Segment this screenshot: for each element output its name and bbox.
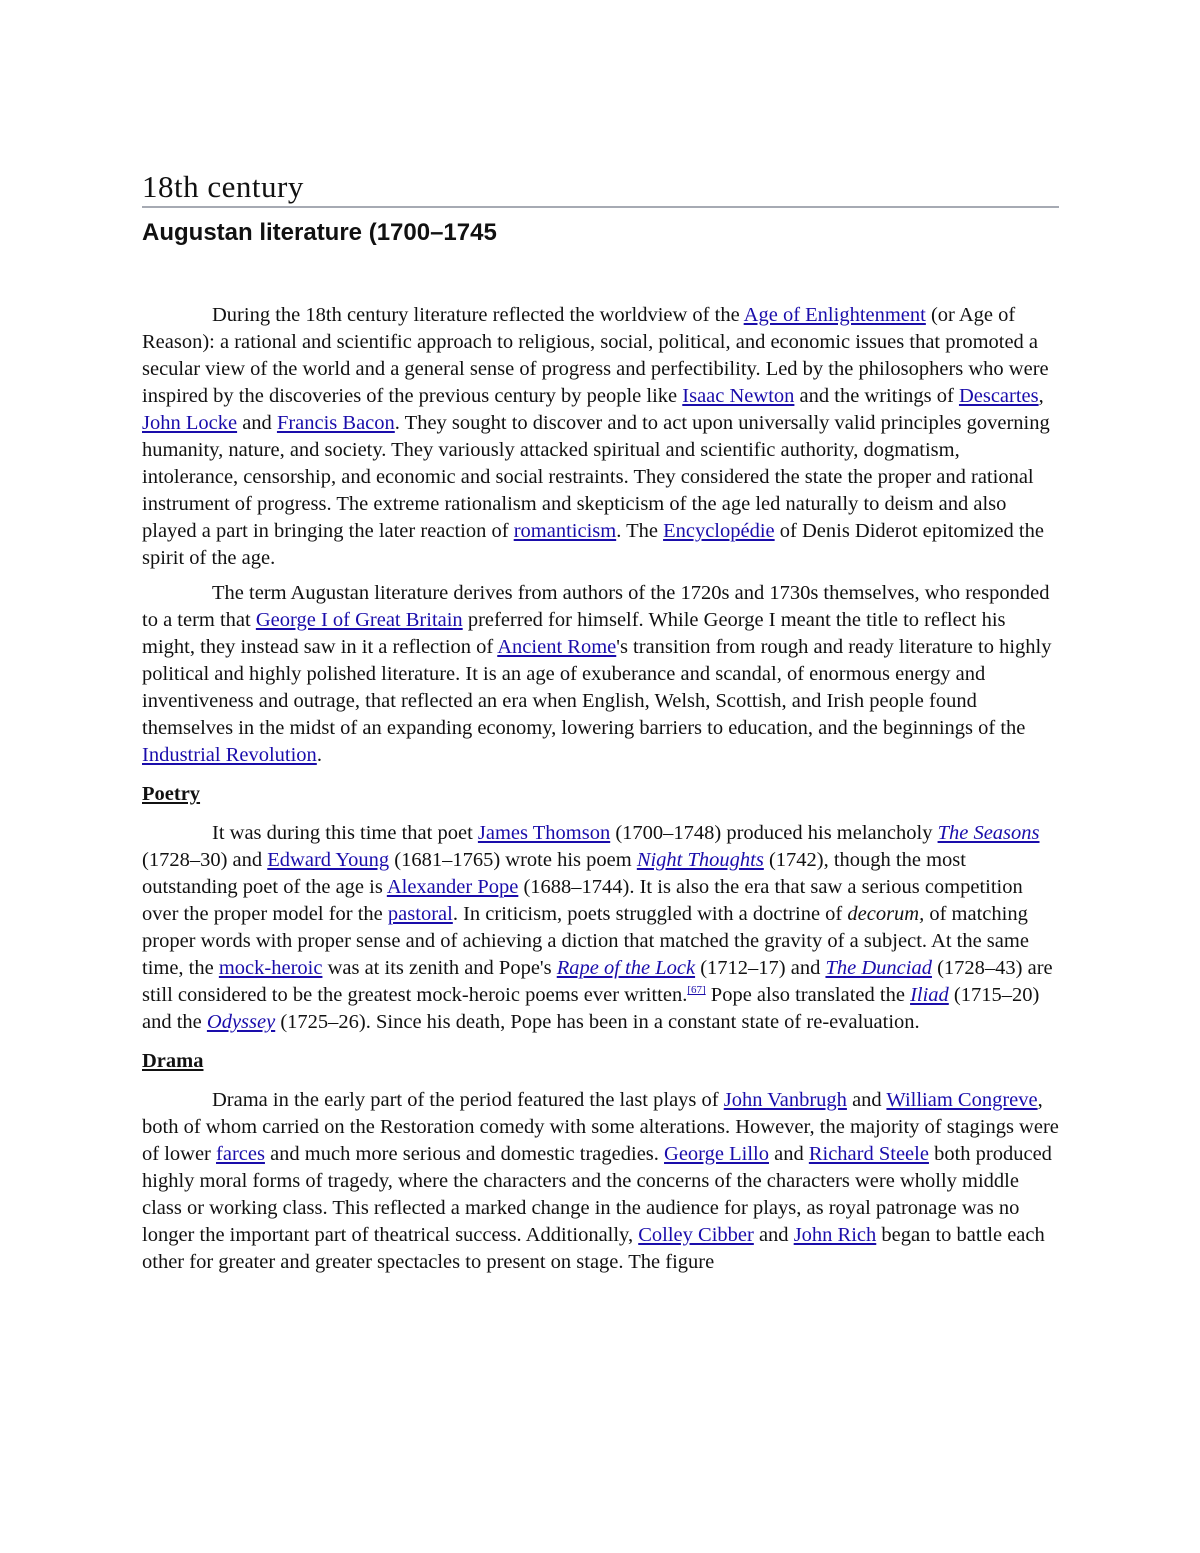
text: . They sought to discover and to act upon universally valid principles governing humanity, nature, and society. They variously attacked spiritual and scientific authority, dogmatism, intolerance, censorship, and economic and social restraints. They considered the state the proper and rational instrument of progress. The extreme rationalism and skepticism of the age led naturally to deism and also played a part in bringing the later reaction of bbox=[142, 412, 1050, 542]
text: (1681–1765) wrote his poem bbox=[389, 849, 637, 871]
paragraph-enlightenment bbox=[142, 302, 1059, 572]
link-james-thomson[interactable]: James Thomson bbox=[477, 822, 611, 844]
text: (1688–1744). It is also the era that saw a serious competition over the proper model for the bbox=[142, 876, 1023, 925]
link-age-of-enlightenment[interactable]: Age of Enlightenment bbox=[743, 304, 926, 326]
text: and bbox=[237, 412, 277, 434]
text: (1712–17) and bbox=[695, 957, 826, 979]
link-john-rich[interactable]: John Rich bbox=[793, 1224, 877, 1246]
text: and much more serious and domestic tragedies. bbox=[264, 1143, 665, 1165]
text: of Denis Diderot epitomized the spirit of the age. bbox=[142, 520, 1044, 569]
text: Drama in the early part of the period featured the last plays of bbox=[212, 1089, 724, 1111]
link-edward-young[interactable]: Edward Young bbox=[267, 849, 390, 871]
link-farces[interactable]: farces bbox=[216, 1143, 265, 1165]
text: Pope also translated the bbox=[705, 984, 911, 1006]
subsection-heading: Augustan literature (1700–1745 bbox=[142, 219, 497, 246]
text: both produced highly moral forms of tragedy, where the characters and the concerns of the characters were wholly middle class or working class. This reflected a marked change in the audience for plays, as royal patronage was no longer the important part of theatrical success. Additionally, bbox=[142, 1143, 1052, 1246]
text: It was during this time that poet bbox=[212, 822, 478, 844]
text: (1728–30) and bbox=[142, 849, 268, 871]
text: (1725–26). Since his death, Pope has been in a constant state of re-evaluation. bbox=[275, 1011, 920, 1033]
text: . The bbox=[616, 520, 664, 542]
link-richard-steele[interactable]: Richard Steele bbox=[808, 1143, 929, 1165]
link-the-dunciad[interactable]: The Dunciad bbox=[825, 957, 932, 979]
paragraph-augustan-term bbox=[142, 580, 1059, 769]
link-iliad[interactable]: Iliad bbox=[910, 984, 949, 1006]
link-descartes[interactable]: Descartes bbox=[958, 385, 1039, 407]
text: (1700–1748) produced his melancholy bbox=[610, 822, 938, 844]
text: (1742), though the most outstanding poet of the age is bbox=[142, 849, 966, 898]
text: and the writings of bbox=[794, 385, 959, 407]
text: (or Age of Reason): a rational and scientific approach to religious, social, political, and economic issues that promoted a secular view of the world and a general sense of progress and perfectibility. Led by the philosophers who were inspired by the discoveries of the previous century by people like bbox=[142, 304, 1049, 407]
text: During the 18th century literature reflected the worldview of the bbox=[212, 304, 744, 326]
link-rape-of-the-lock[interactable]: Rape of the Lock bbox=[556, 957, 696, 979]
heading-rule bbox=[142, 206, 1059, 208]
link-the-seasons[interactable]: The Seasons bbox=[937, 822, 1040, 844]
text: was at its zenith and Pope's bbox=[322, 957, 557, 979]
link-george-lillo[interactable]: George Lillo bbox=[664, 1143, 769, 1165]
link-john-vanbrugh[interactable]: John Vanbrugh bbox=[723, 1089, 847, 1111]
text: and bbox=[768, 1143, 809, 1165]
text: , bbox=[1038, 385, 1044, 407]
text: The term Augustan literature derives from authors of the 1720s and 1730s themselves, who responded to a term that bbox=[142, 582, 1050, 631]
poetry-heading: Poetry bbox=[142, 783, 201, 805]
link-george-i[interactable]: George I of Great Britain bbox=[255, 609, 463, 631]
text: (1728–43) are still considered to be the greatest mock-heroic poems ever written. bbox=[142, 957, 1053, 1006]
text-decorum: decorum, bbox=[847, 903, 925, 925]
link-encyclopedie[interactable]: Encyclopédie bbox=[663, 520, 775, 542]
paragraph-poetry bbox=[142, 820, 1059, 1036]
link-colley-cibber[interactable]: Colley Cibber bbox=[638, 1224, 754, 1246]
text: , both of whom carried on the Restoration comedy with some alterations. However, the majority of stagings were of lower bbox=[142, 1089, 1059, 1165]
document-body bbox=[142, 168, 1059, 1276]
link-francis-bacon[interactable]: Francis Bacon bbox=[276, 412, 395, 434]
link-mock-heroic[interactable]: mock-heroic bbox=[218, 957, 323, 979]
link-ancient-rome[interactable]: Ancient Rome bbox=[497, 636, 617, 658]
paragraph-drama bbox=[142, 1087, 1059, 1276]
text: . In criticism, poets struggled with a doctrine of bbox=[452, 903, 848, 925]
text: and bbox=[846, 1089, 887, 1111]
link-odyssey[interactable]: Odyssey bbox=[206, 1011, 276, 1033]
text: and bbox=[753, 1224, 794, 1246]
link-william-congreve[interactable]: William Congreve bbox=[886, 1089, 1038, 1111]
link-alexander-pope[interactable]: Alexander Pope bbox=[386, 876, 519, 898]
link-night-thoughts[interactable]: Night Thoughts bbox=[636, 849, 764, 871]
text: . bbox=[316, 744, 322, 766]
reference-67[interactable]: [67] bbox=[687, 984, 706, 997]
link-romanticism[interactable]: romanticism bbox=[513, 520, 617, 542]
text: preferred for himself. While George I meant the title to reflect his might, they instead saw in it a reflection of bbox=[142, 609, 1006, 658]
text: began to battle each other for greater and greater spectacles to present on stage. The figure bbox=[142, 1224, 1045, 1273]
text: of matching proper words with proper sense and of achieving a diction that matched the gravity of a subject. At the same time, the bbox=[142, 903, 1029, 979]
link-john-locke[interactable]: John Locke bbox=[142, 412, 238, 434]
section-heading: 18th century bbox=[142, 169, 304, 204]
link-isaac-newton[interactable]: Isaac Newton bbox=[682, 385, 795, 407]
drama-heading: Drama bbox=[142, 1050, 204, 1072]
text: 's transition from rough and ready literature to highly political and highly polished literature. It is an age of exuberance and scandal, of enormous energy and inventiveness and outrage, that reflected an era when English, Welsh, Scottish, and Irish people found themselves in the midst of an expanding economy, lowering barriers to education, and the beginnings of the bbox=[142, 636, 1052, 739]
link-industrial-revolution[interactable]: Industrial Revolution bbox=[142, 744, 317, 766]
text: (1715–20) and the bbox=[142, 984, 1040, 1033]
link-pastoral[interactable]: pastoral bbox=[387, 903, 453, 925]
